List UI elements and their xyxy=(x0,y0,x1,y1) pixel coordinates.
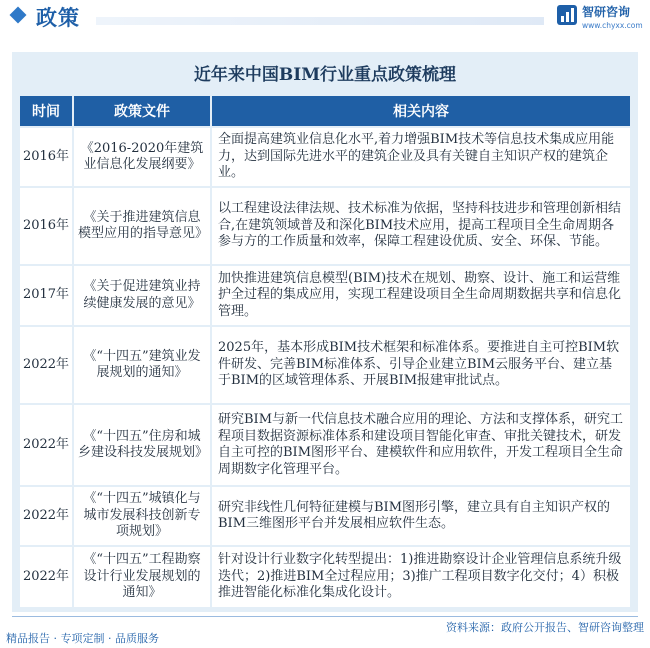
table-row xyxy=(20,327,630,403)
table-row xyxy=(20,266,630,325)
table-row xyxy=(20,188,630,264)
row-time: 2022年 xyxy=(20,547,74,607)
row-document: 《关于促进建筑业持续健康发展的意见》 xyxy=(74,266,212,325)
row-document: 《“十四五”建筑业发展规划的通知》 xyxy=(74,327,212,403)
column-header-document: 政策文件 xyxy=(74,96,212,126)
row-document: 《2016-2020年建筑业信息化发展纲要》 xyxy=(74,128,212,186)
data-source: 资料来源：政府公开报告、智研咨询整理 xyxy=(446,621,644,634)
table-row xyxy=(20,487,630,545)
table-header-row xyxy=(20,96,630,126)
row-document: 《关于推进建筑信息模型应用的指导意见》 xyxy=(74,188,212,264)
row-time: 2022年 xyxy=(20,327,74,403)
row-time: 2017年 xyxy=(20,266,74,325)
row-time: 2016年 xyxy=(20,188,74,264)
row-content: 针对设计行业数字化转型提出：1)推进勘察设计企业管理信息系统升级迭代；2)推进BIM全过程应用；3)推广工程项目数字化交付；4）积极推进智能化标准化集成化设计。 xyxy=(212,547,630,607)
row-content: 研究BIM与新一代信息技术融合应用的理论、方法和支撑体系，研究工程项目数据资源标准体系和建设项目智能化审查、审批关键技术，研发自主可控的BIM图形平台、建模软件和应用软件，开发工程项目全生命周期数字化管理平台。 xyxy=(212,405,630,485)
row-time: 2016年 xyxy=(20,128,74,186)
column-header-time: 时间 xyxy=(20,96,74,126)
footer-slogan: 精品报告 · 专项定制 · 品质服务 xyxy=(6,632,159,645)
row-time: 2022年 xyxy=(20,487,74,545)
row-document: 《“十四五”工程勘察设计行业发展规划的通知》 xyxy=(74,547,212,607)
row-content: 以工程建设法律法规、技术标准为依据，坚持科技进步和管理创新相结合,在建筑领域普及和深化BIM技术应用，提高工程项目全生命周期各参与方的工作质量和效率，保障工程建设优质、安全、环保、节能。 xyxy=(212,188,630,264)
top-divider xyxy=(96,17,544,25)
row-document: 《“十四五”城镇化与城市发展科技创新专项规划》 xyxy=(74,487,212,545)
row-content: 全面提高建筑业信息化水平,着力增强BIM技术等信息技术集成应用能力，达到国际先进水平的建筑企业及具有关键自主知识产权的建筑企业。 xyxy=(212,128,630,186)
policy-table xyxy=(20,94,630,609)
brand-logo xyxy=(556,2,650,36)
table-row xyxy=(20,128,630,186)
row-document: 《“十四五”住房和城乡建设科技发展规划》 xyxy=(74,405,212,485)
row-time: 2022年 xyxy=(20,405,74,485)
policy-table-panel xyxy=(12,52,638,612)
row-content: 研究非线性几何特征建模与BIM图形引擎，建立具有自主知识产权的BIM三维图形平台并发展相应软件生态。 xyxy=(212,487,630,545)
table-title: 近年来中国BIM行业重点政策梳理 xyxy=(193,65,457,85)
column-header-content: 相关内容 xyxy=(212,96,630,126)
footer-divider xyxy=(12,616,638,617)
section-diamond-icon xyxy=(10,7,27,24)
table-row xyxy=(20,405,630,485)
table-row xyxy=(20,547,630,607)
row-content: 2025年，基本形成BIM技术框架和标准体系。要推进自主可控BIM软件研发、完善BIM标准体系、引导企业建立BIM云服务平台、建立基于BIM的区域管理体系、开展BIM报建审批试点。 xyxy=(212,327,630,403)
section-title: 政策 xyxy=(36,5,80,30)
row-content: 加快推进建筑信息模型(BIM)技术在规划、勘察、设计、施工和运营维护全过程的集成应用，实现工程建设项目全生命周期数据共享和信息化管理。 xyxy=(212,266,630,325)
brand-url: www.chyxx.com xyxy=(582,21,643,30)
brand-name: 智研咨询 xyxy=(582,5,631,19)
top-bar xyxy=(0,0,650,34)
brand-logo-icon xyxy=(556,4,578,26)
